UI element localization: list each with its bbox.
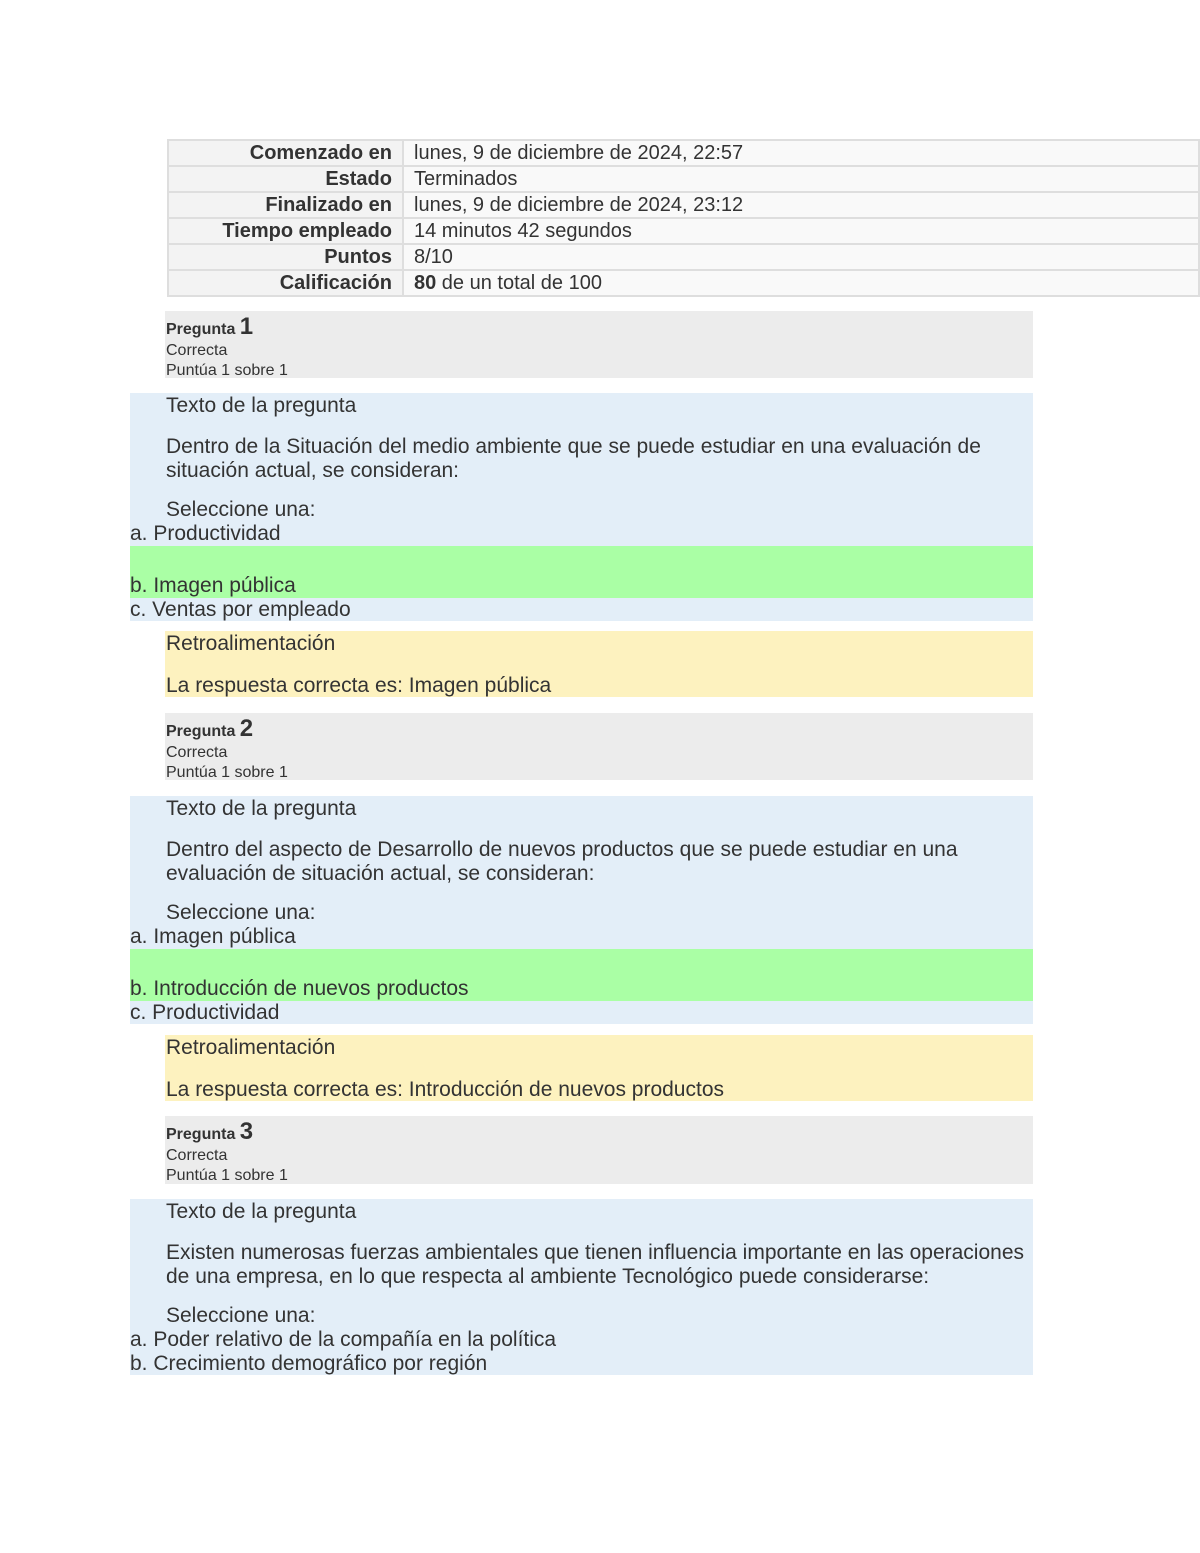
answer-option-label: b. Introducción de nuevos productos bbox=[130, 977, 469, 1000]
answer-option-correct[interactable] bbox=[130, 546, 1033, 598]
select-prompt: Seleccione una: bbox=[166, 1304, 316, 1327]
summary-value: 14 minutos 42 segundos bbox=[403, 218, 1199, 244]
summary-row-state bbox=[168, 166, 1199, 192]
question-text: Existen numerosas fuerzas ambientales que tienen influencia importante en las operaciones de una empresa, en lo que respecta al ambiente Tecnológico puede considerarse: bbox=[166, 1241, 1025, 1288]
grade-value: 80 bbox=[414, 271, 437, 294]
question-3-content bbox=[130, 1199, 1033, 1375]
question-state: Correcta bbox=[166, 1147, 228, 1164]
summary-value bbox=[403, 270, 1199, 296]
summary-label: Calificación bbox=[168, 270, 403, 296]
question-label: Pregunta bbox=[166, 1126, 236, 1143]
question-1-feedback bbox=[165, 631, 1033, 697]
summary-row-started bbox=[168, 140, 1199, 166]
answer-option[interactable]: c. Productividad bbox=[130, 1001, 280, 1024]
grade-total: de un total de 100 bbox=[436, 271, 602, 294]
answer-option[interactable]: a. Poder relativo de la compañía en la política bbox=[130, 1328, 557, 1351]
question-state: Correcta bbox=[166, 744, 228, 761]
question-number: 3 bbox=[239, 1118, 254, 1145]
question-label: Pregunta bbox=[166, 723, 236, 740]
question-3-info bbox=[165, 1116, 1033, 1184]
summary-label: Comenzado en bbox=[168, 140, 403, 166]
question-text: Dentro de la Situación del medio ambiente que se puede estudiar en una evaluación de situación actual, se consideran: bbox=[166, 435, 981, 482]
question-score: Puntúa 1 sobre 1 bbox=[166, 362, 288, 379]
answer-option-label: b. Imagen pública bbox=[130, 574, 296, 597]
summary-value: lunes, 9 de diciembre de 2024, 23:12 bbox=[403, 192, 1199, 218]
summary-value: lunes, 9 de diciembre de 2024, 22:57 bbox=[403, 140, 1199, 166]
question-score: Puntúa 1 sobre 1 bbox=[166, 764, 288, 781]
summary-label: Finalizado en bbox=[168, 192, 403, 218]
summary-label: Estado bbox=[168, 166, 403, 192]
question-state: Correcta bbox=[166, 342, 228, 359]
question-text-heading: Texto de la pregunta bbox=[166, 394, 357, 417]
answer-option[interactable]: b. Crecimiento demográfico por región bbox=[130, 1352, 488, 1375]
question-label: Pregunta bbox=[166, 321, 236, 338]
question-number: 1 bbox=[239, 313, 254, 340]
summary-label: Puntos bbox=[168, 244, 403, 270]
summary-row-grade bbox=[168, 270, 1199, 296]
question-text: Dentro del aspecto de Desarrollo de nuevos productos que se puede estudiar en una evaluación de situación actual, se consideran: bbox=[166, 838, 958, 885]
summary-value: 8/10 bbox=[403, 244, 1199, 270]
select-prompt: Seleccione una: bbox=[166, 498, 316, 521]
question-2-info bbox=[165, 713, 1033, 780]
question-score: Puntúa 1 sobre 1 bbox=[166, 1167, 288, 1184]
answer-option[interactable]: a. Productividad bbox=[130, 522, 281, 545]
question-1-info bbox=[165, 311, 1033, 378]
question-text-heading: Texto de la pregunta bbox=[166, 797, 357, 820]
summary-row-points bbox=[168, 244, 1199, 270]
feedback-heading: Retroalimentación bbox=[166, 632, 336, 655]
feedback-answer: La respuesta correcta es: Introducción de nuevos productos bbox=[166, 1078, 724, 1101]
question-1-content bbox=[130, 393, 1033, 621]
feedback-heading: Retroalimentación bbox=[166, 1036, 336, 1059]
select-prompt: Seleccione una: bbox=[166, 901, 316, 924]
summary-row-finished bbox=[168, 192, 1199, 218]
answer-option[interactable]: a. Imagen pública bbox=[130, 925, 296, 948]
summary-row-time bbox=[168, 218, 1199, 244]
answer-option-correct[interactable] bbox=[130, 949, 1033, 1001]
question-text-heading: Texto de la pregunta bbox=[166, 1200, 357, 1223]
summary-label: Tiempo empleado bbox=[168, 218, 403, 244]
feedback-answer: La respuesta correcta es: Imagen pública bbox=[166, 674, 552, 697]
attempt-summary-table bbox=[167, 139, 1200, 297]
question-2-feedback bbox=[165, 1035, 1033, 1101]
question-2-content bbox=[130, 796, 1033, 1024]
summary-value: Terminados bbox=[403, 166, 1199, 192]
answer-option[interactable]: c. Ventas por empleado bbox=[130, 598, 351, 621]
question-number: 2 bbox=[239, 715, 254, 742]
